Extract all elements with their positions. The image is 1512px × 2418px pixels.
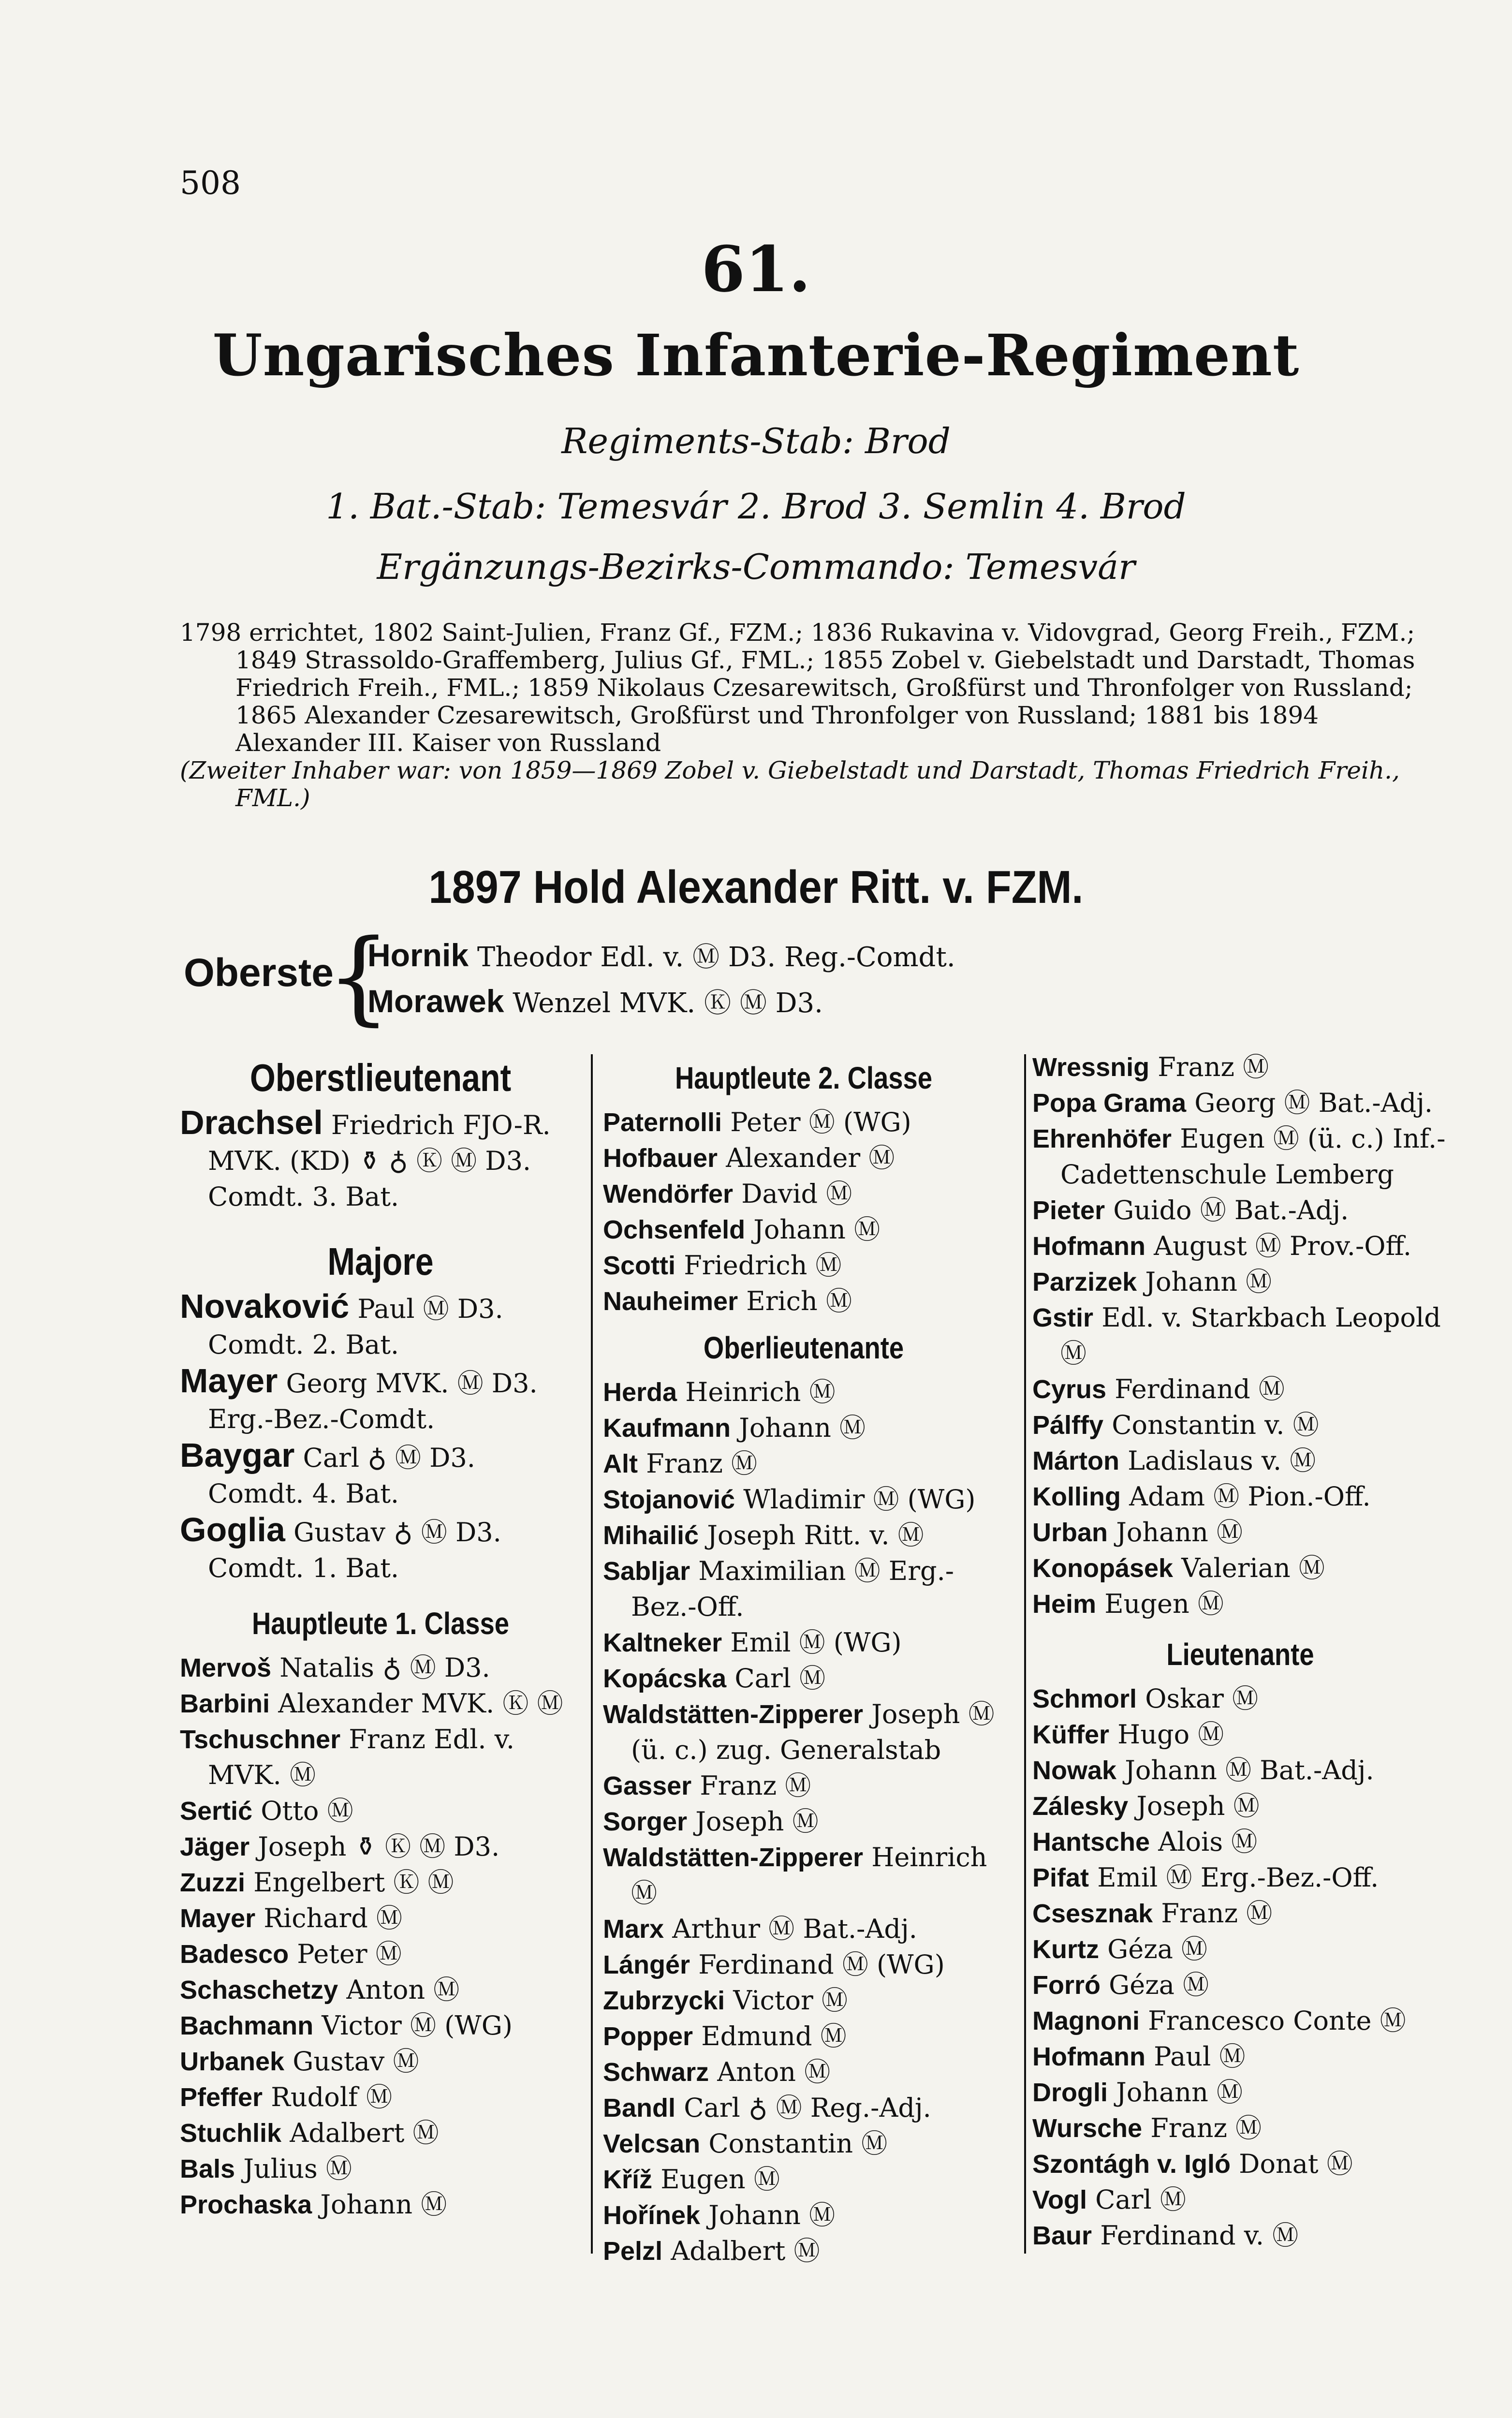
list-item: Csesznak Franz Ⓜ [1032,1898,1273,1929]
list-item: Drogli Johann Ⓜ [1032,2077,1243,2108]
list-item: Velcsan Constantin Ⓜ [603,2128,888,2159]
list-item: Zálesky Joseph Ⓜ [1032,1791,1260,1821]
list-item: Sertić Otto Ⓜ [180,1796,353,1826]
list-item: Pfeffer Rudolf Ⓜ [180,2082,393,2112]
list-item: Baur Ferdinand v. Ⓜ [1032,2220,1299,2251]
list-item: Pálffy Constantin v. Ⓜ [1032,1410,1319,1440]
list-item: Wressnig Franz Ⓜ [1032,1052,1269,1082]
list-item: Barbini Alexander MVK. Ⓚ Ⓜ [180,1688,563,1719]
list-item-detail: Erg.-Bez.-Comdt. [208,1404,435,1434]
list-item: Stojanović Wladimir Ⓜ (WG) [603,1484,976,1515]
list-item: Bals Julius Ⓜ [180,2153,352,2184]
list-item: Hofmann August Ⓜ Prov.-Off. [1032,1231,1412,1261]
list-item: Waldstätten-Zipperer Heinrich Ⓜ [603,1842,987,1908]
list-item: Küffer Hugo Ⓜ [1032,1719,1224,1750]
list-item: Kopácska Carl Ⓜ [603,1663,826,1694]
list-item: Novaković Paul Ⓜ D3. [180,1287,503,1325]
list-item: Kříž Eugen Ⓜ [603,2164,780,2195]
erganzung-commando: Ergänzungs-Bezirks-Commando: Temesvár [377,546,1135,587]
list-item: Bandl Carl ♁ Ⓜ Reg.-Adj. [603,2093,931,2123]
regiment-history [180,619,1447,812]
page-number: 508 [180,164,241,202]
list-item: Herda Heinrich Ⓜ [603,1377,836,1407]
list-item: Konopásek Valerian Ⓜ [1032,1553,1325,1583]
list-item: Mayer Georg MVK. Ⓜ D3. [180,1362,538,1400]
column-divider [1024,1054,1026,2254]
list-item: Tschuschner Franz Edl. v. MVK. Ⓜ [180,1724,515,1790]
section-heading-lieutenante: Lieutenante [1166,1637,1314,1672]
oberste-entry: Morawek Wenzel MVK. Ⓚ Ⓜ D3. [367,983,823,1019]
list-item: Kaufmann Johann Ⓜ [603,1413,866,1443]
list-item: Sorger Joseph Ⓜ [603,1806,819,1837]
list-item: Bachmann Victor Ⓜ (WG) [180,2010,513,2041]
section-heading-majore: Majore [327,1240,434,1283]
list-item: Gstir Edl. v. Starkbach Leopold Ⓜ [1032,1302,1441,1369]
list-item: Zubrzycki Victor Ⓜ [603,1985,848,2016]
list-item: Márton Ladislaus v. Ⓜ [1032,1445,1316,1476]
list-item: Sabljar Maximilian Ⓜ Erg.-Bez.-Off. [603,1556,954,1622]
list-item: Zuzzi Engelbert Ⓚ Ⓜ [180,1867,454,1898]
list-item: Schmorl Oskar Ⓜ [1032,1683,1259,1714]
list-item: Lángér Ferdinand Ⓜ (WG) [603,1949,945,1980]
list-item: Urban Johann Ⓜ [1032,1517,1243,1548]
list-item: Gasser Franz Ⓜ [603,1770,811,1801]
list-item: Marx Arthur Ⓜ Bat.-Adj. [603,1914,917,1944]
list-item: Popa Grama Georg Ⓜ Bat.-Adj. [1032,1088,1433,1118]
list-item: Pelzl Adalbert Ⓜ [603,2236,820,2266]
oberste-label: Oberste [184,951,334,995]
list-item: Wendörfer David Ⓜ [603,1179,852,1209]
list-item: Stuchlik Adalbert Ⓜ [180,2118,439,2148]
column-2 [603,1049,1004,2269]
list-item: Forró Géza Ⓜ [1032,1970,1209,2000]
list-item: Kurtz Géza Ⓜ [1032,1934,1208,1964]
list-item: Wursche Franz Ⓜ [1032,2113,1262,2143]
brace-icon: { [326,917,391,1036]
list-item: Mervoš Natalis ♁ Ⓜ D3. [180,1652,490,1683]
oberste-entry: Hornik Theodor Edl. v. Ⓜ D3. Reg.-Comdt. [367,937,955,973]
section-heading-hauptleute-1: Hauptleute 1. Classe [251,1606,510,1641]
list-item: Urbanek Gustav Ⓜ [180,2046,419,2077]
section-heading-oberstlieutenant: Oberstlieutenant [250,1056,512,1099]
list-item: Heim Eugen Ⓜ [1032,1589,1224,1619]
list-item: Hofmann Paul Ⓜ [1032,2041,1246,2072]
list-item: Pifat Emil Ⓜ Erg.-Bez.-Off. [1032,1862,1379,1893]
list-item: Ehrenhöfer Eugen Ⓜ (ü. c.) Inf.-Cadettenschule Lemberg [1032,1123,1446,1190]
list-item: Baygar Carl ♁ Ⓜ D3. [180,1436,475,1474]
column-3 [1032,1049,1448,2254]
list-item: Kolling Adam Ⓜ Pion.-Off. [1032,1481,1371,1512]
list-item: Prochaska Johann Ⓜ [180,2189,447,2220]
regiment-owner: 1897 Hold Alexander Ritt. v. FZM. [428,861,1084,913]
list-item: Hofbauer Alexander Ⓜ [603,1143,895,1173]
list-item: Kaltneker Emil Ⓜ (WG) [603,1627,902,1658]
list-item: Drachsel Friedrich FJO-R. MVK. (KD) ⚱ ♁ Ⓚ Ⓜ D3. Comdt. 3. Bat. [180,1104,551,1212]
list-item: Pieter Guido Ⓜ Bat.-Adj. [1032,1195,1349,1225]
list-item-detail: Comdt. 1. Bat. [208,1553,399,1583]
list-item: Goglia Gustav ♁ Ⓜ D3. [180,1511,501,1548]
list-item-detail: Comdt. 2. Bat. [208,1329,399,1360]
list-item: Mayer Richard Ⓜ [180,1903,402,1933]
regiments-stab: Regiments-Stab: Brod [561,421,951,461]
list-item: Schwarz Anton Ⓜ [603,2057,831,2087]
list-item: Waldstätten-Zipperer Joseph Ⓜ (ü. c.) zug. Generalstab [603,1699,995,1765]
list-item: Nowak Johann Ⓜ Bat.-Adj. [1032,1755,1374,1785]
page-title: Ungarisches Infanterie-Regiment [212,322,1300,389]
second-owner-note: (Zweiter Inhaber war: von 1859—1869 Zobel v. Giebelstadt und Darstadt, Thomas Friedrich Freih., FML.) [180,756,1400,812]
list-item: Alt Franz Ⓜ [603,1448,758,1479]
list-item: Hantsche Alois Ⓜ [1032,1827,1258,1857]
list-item: Cyrus Ferdinand Ⓜ [1032,1374,1285,1404]
column-1 [180,1049,581,2223]
list-item: Parzizek Johann Ⓜ [1032,1267,1272,1297]
list-item: Hořínek Johann Ⓜ [603,2200,836,2230]
battalion-stations: 1. Bat.-Stab: Temesvár 2. Brod 3. Semlin 4. Brod [326,486,1186,527]
section-heading-oberlieutenante: Oberlieutenante [703,1330,904,1365]
history-text: 1798 errichtet, 1802 Saint-Julien, Franz Gf., FZM.; 1836 Rukavina v. Vidovgrad, Georg Freih., FZM.; 1849 Strassoldo-Graffemberg, Julius Gf., FML.; 1855 Zobel v. Giebelstadt und Darstadt, Thomas Friedrich Freih., FML.; 1859 Nikolaus Czesarewitsch, Großfürst und Thronfolger von Russland; 1865 Alexander Czesarewitsch, Großfürst und Thronfolger von Russland; 1881 bis 1894 Alexander III. Kaiser von Russland [180,619,1415,757]
list-item: Popper Edmund Ⓜ [603,2021,847,2051]
list-item: Mihailić Joseph Ritt. v. Ⓜ [603,1520,924,1550]
list-item: Paternolli Peter Ⓜ (WG) [603,1107,911,1137]
list-item: Vogl Carl Ⓜ [1032,2184,1186,2215]
list-item-detail: Comdt. 4. Bat. [208,1478,399,1509]
regiment-number: 61. [701,232,811,306]
list-item: Scotti Friedrich Ⓜ [603,1250,842,1281]
list-item: Ochsenfeld Johann Ⓜ [603,1214,881,1245]
list-item: Badesco Peter Ⓜ [180,1939,402,1969]
section-heading-hauptleute-2: Hauptleute 2. Classe [675,1061,933,1095]
list-item: Schaschetzy Anton Ⓜ [180,1975,460,2005]
list-item: Jäger Joseph ⚱ Ⓚ Ⓜ D3. [180,1831,500,1862]
column-divider [591,1054,593,2254]
list-item: Nauheimer Erich Ⓜ [603,1286,852,1316]
list-item: Magnoni Francesco Conte Ⓜ [1032,2005,1406,2036]
list-item: Szontágh v. Igló Donat Ⓜ [1032,2149,1353,2179]
